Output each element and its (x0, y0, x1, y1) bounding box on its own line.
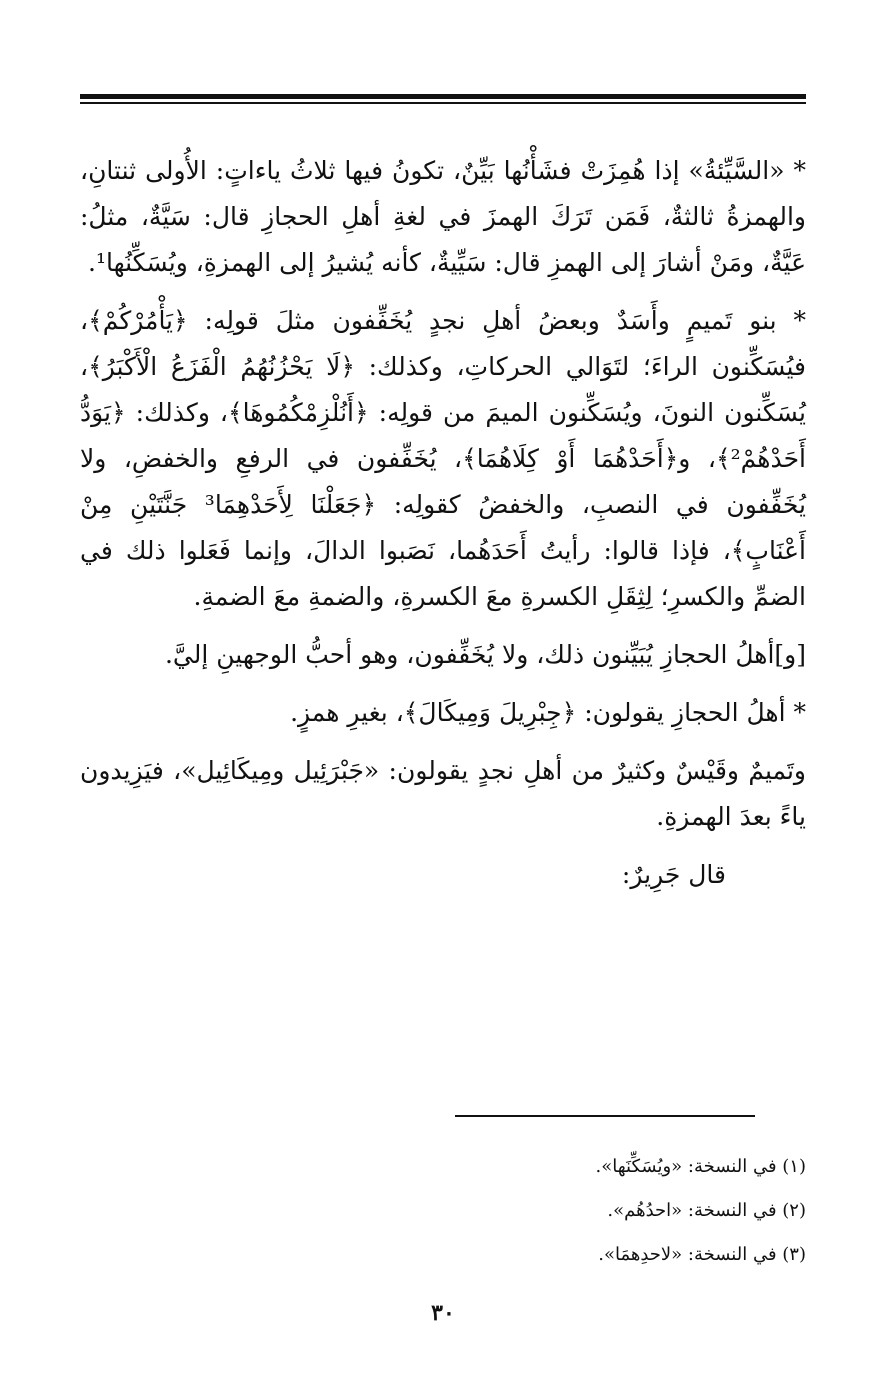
paragraph-qala-jarir: قال جَرِيرٌ: (621, 860, 726, 889)
paragraph-jabrail: وتَميمٌ وقَيْسٌ وكثيرٌ من أهلِ نجدٍ يقولون: «جَبْرَئِيل ومِيكَائِيل»، فيَزِيدون ياءً بعدَ الهمزةِ. (80, 756, 806, 831)
footnotes (206, 1145, 806, 1277)
paragraph-jibril: * أهلُ الحجازِ يقولون: ﴿جِبْرِيلَ وَمِيكَالَ﴾، بغيرِ همزٍ. (290, 698, 806, 727)
page-number: ٣٠ (431, 1300, 455, 1326)
footnote-3: (٣) في النسخة: «لاحدِهمَا». (598, 1244, 806, 1265)
footnote-1: (١) في النسخة: «ويُسَكِّنَها». (595, 1156, 806, 1177)
header-rule-thin (80, 102, 806, 104)
paragraph-hijaz-tabyin: [و]أهلُ الحجازِ يُبَيِّنون ذلك، ولا يُخَفِّفون، وهو أحبُّ الوجهينِ إليَّ. (164, 640, 806, 669)
header-rule-thick (80, 94, 806, 99)
paragraph-tamim-takhfif: * بنو تَميمٍ وأَسَدٌ وبعضُ أهلِ نجدٍ يُخَفِّفون مثلَ قولِه: ﴿يَأْمُرْكُمْ﴾، فيُسَكِّنون الراءَ؛ لتَوَالي الحركاتِ، وكذلك: ﴿لَا يَحْزُنُهُمُ الْفَزَعُ الْأَكْبَرُ﴾، يُسَكِّنون النونَ، ويُسَكِّنون الميمَ من قولِه: ﴿أَنُلْزِمْكُمُوهَا﴾، وكذلك: ﴿يَوَدُّ أَحَدْهُمْ²﴾، و﴿أَحَدْهُمَا أَوْ كِلَاهُمَا﴾، يُخَفِّفون في الرفعِ والخفضِ، ولا يُخَفِّفون في النصبِ، والخفضُ كقولِه: ﴿جَعَلْنَا لِأَحَدْهِمَا³ جَنَّتَيْنِ مِنْ أَعْنَابٍ﴾، فإذا قالوا: رأيتُ أَحَدَهُما، نَصَبوا الدالَ، وإنما فَعَلوا ذلك في الضمِّ والكسرِ؛ لِثِقَلِ الكسرةِ معَ الكسرةِ، والضمةِ معَ الضمةِ. (80, 306, 806, 611)
footnote-separator (455, 1115, 755, 1117)
main-text (80, 148, 806, 910)
paragraph-sayyia: * «السَّيِّئةُ» إذا هُمِزَتْ فشَأْنُها بَيِّنٌ، تكونُ فيها ثلاثُ ياءاتٍ: الأُولى ثنتانِ، والهمزةُ ثالثةٌ، فَمَن تَرَكَ الهمزَ في لغةِ أهلِ الحجازِ قال: سَيَّةٌ، مثلُ: عَيَّةٌ، ومَنْ أشارَ إلى الهمزِ قال: سَيِّيةٌ، كأنه يُشيرُ إلى الهمزةِ، ويُسَكِّنُها¹. (80, 156, 806, 277)
footnote-2: (٢) في النسخة: «احدُهُم». (607, 1200, 806, 1221)
